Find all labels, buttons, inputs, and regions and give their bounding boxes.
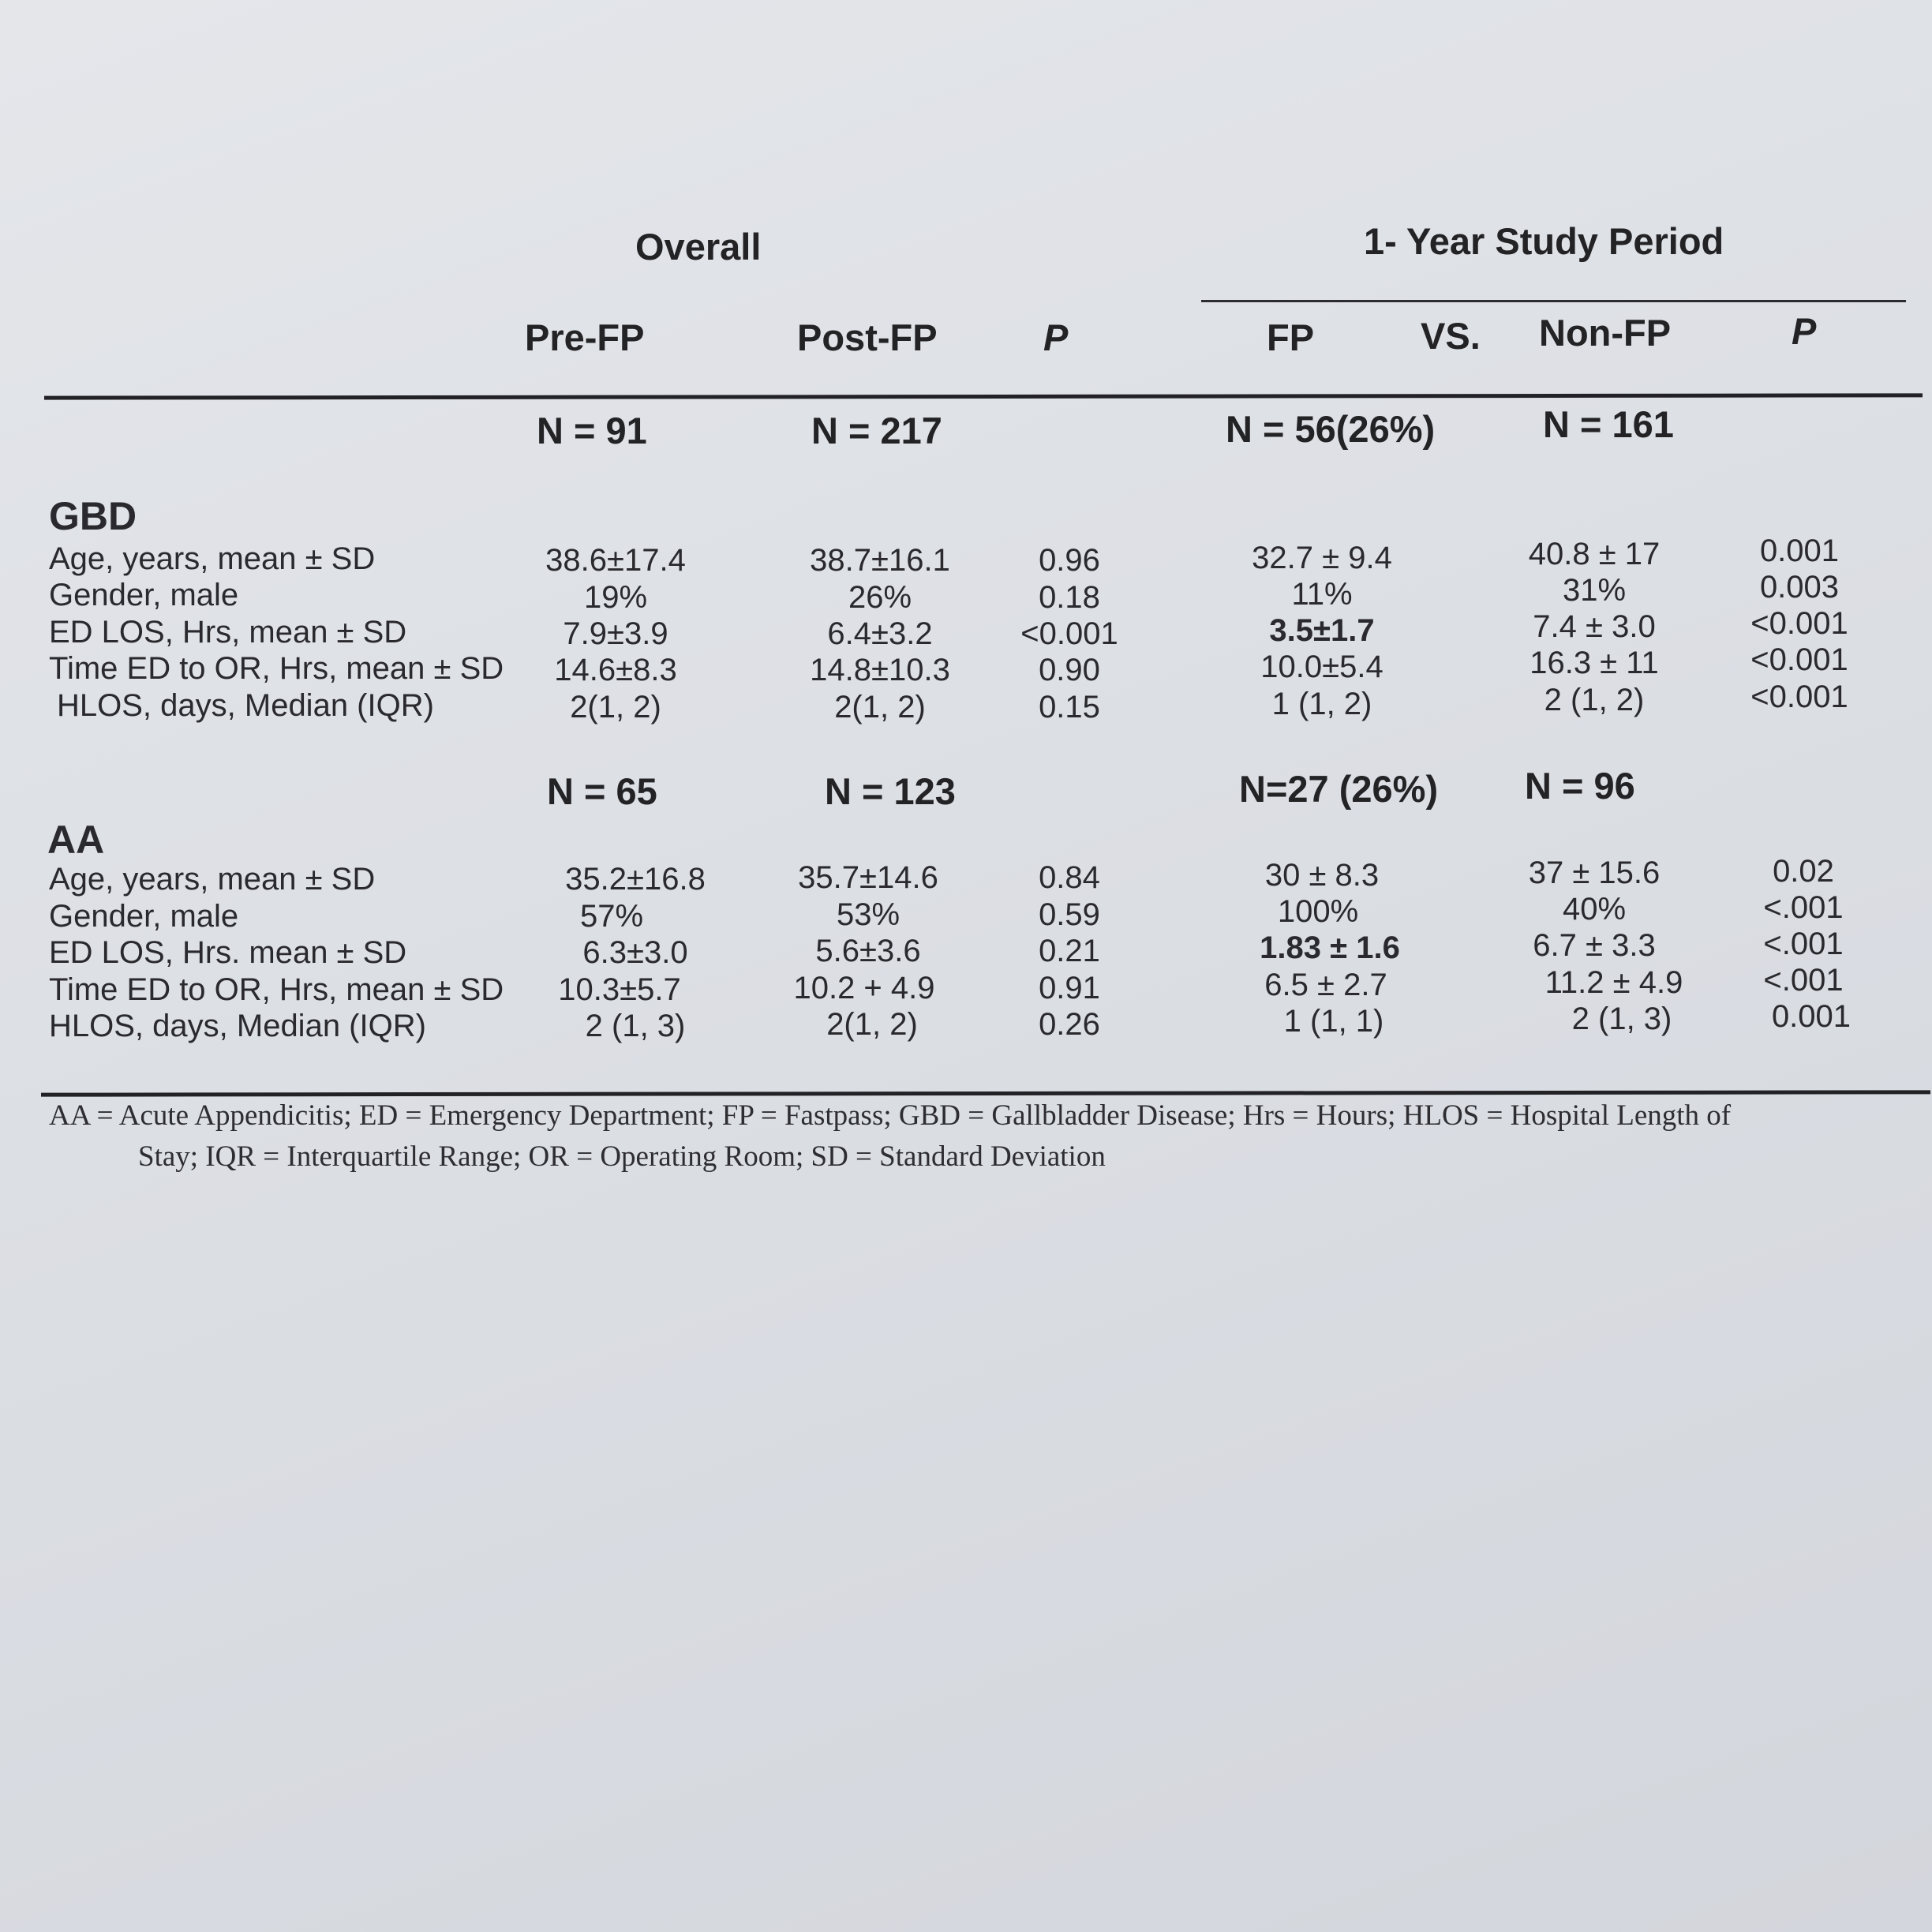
col-header-pre-fp: Pre-FP <box>525 316 645 358</box>
aa-cell-pre: 2 (1, 3) <box>585 1009 686 1043</box>
gbd-cell-pre: 38.6±17.4 <box>545 543 686 578</box>
aa-cell-pre: 35.2±16.8 <box>565 862 706 897</box>
aa-cell-post: 2(1, 2) <box>826 1007 918 1042</box>
aa-row-label: Time ED to OR, Hrs, mean ± SD <box>49 972 504 1007</box>
gbd-row-label: Time ED to OR, Hrs, mean ± SD <box>49 651 504 686</box>
aa-cell-fp: 30 ± 8.3 <box>1264 858 1380 893</box>
gbd-cell-nonfp: 31% <box>1562 573 1627 608</box>
gbd-n-nonfp: N = 161 <box>1543 403 1674 445</box>
gbd-cell-nonfp: 40.8 ± 17 <box>1528 537 1661 571</box>
aa-cell-p-overall: 0.91 <box>1039 971 1100 1005</box>
gbd-n-post: N = 217 <box>811 410 942 451</box>
gbd-row-label: HLOS, days, Median (IQR) <box>57 688 434 723</box>
aa-n-post: N = 123 <box>825 770 956 812</box>
aa-cell-pre: 10.3±5.7 <box>558 972 681 1007</box>
gbd-cell-p-study: 0.003 <box>1759 570 1840 605</box>
aa-cell-post: 35.7±14.6 <box>798 860 938 895</box>
col-header-vs: VS. <box>1421 315 1481 357</box>
gbd-cell-post: 2(1, 2) <box>834 690 926 724</box>
aa-cell-post: 5.6±3.6 <box>815 934 921 968</box>
aa-cell-nonfp: 11.2 ± 4.9 <box>1544 965 1683 1000</box>
aa-cell-fp: 6.5 ± 2.7 <box>1264 968 1387 1002</box>
gbd-cell-p-overall: 0.18 <box>1039 580 1100 615</box>
gbd-cell-fp: 3.5±1.7 <box>1269 613 1375 648</box>
study-period-underline <box>1201 300 1906 302</box>
col-header-p-study: P <box>1792 310 1817 352</box>
col-header-post-fp: Post-FP <box>797 316 938 358</box>
gbd-cell-pre: 7.9±3.9 <box>563 616 668 651</box>
aa-cell-nonfp: 40% <box>1562 892 1627 927</box>
gbd-cell-post: 14.8±10.3 <box>810 653 950 687</box>
gbd-row-label: ED LOS, Hrs, mean ± SD <box>49 615 407 650</box>
aa-n-fp: N=27 (26%) <box>1239 768 1439 810</box>
col-header-fp: FP <box>1267 316 1315 358</box>
gbd-cell-fp: 1 (1, 2) <box>1271 687 1372 721</box>
gbd-cell-p-overall: <0.001 <box>1020 616 1118 651</box>
aa-row-label: Age, years, mean ± SD <box>49 862 376 897</box>
gbd-section-title: GBD <box>49 494 137 538</box>
footnote-line-1: AA = Acute Appendicitis; ED = Emergency Department; FP = Fastpass; GBD = Gallbladder Disease; Hrs = Hours; HLOS = Hospital Length of <box>49 1099 1732 1132</box>
footnote-line-2: Stay; IQR = Interquartile Range; OR = Operating Room; SD = Standard Deviation <box>138 1140 1106 1173</box>
study-period-heading: 1- Year Study Period <box>1364 220 1724 262</box>
aa-n-nonfp: N = 96 <box>1525 765 1635 807</box>
aa-cell-p-overall: 0.26 <box>1039 1007 1100 1042</box>
gbd-cell-p-overall: 0.15 <box>1039 690 1100 724</box>
aa-n-pre: N = 65 <box>547 770 657 812</box>
aa-cell-nonfp: 2 (1, 3) <box>1571 1002 1672 1036</box>
aa-row-label: ED LOS, Hrs. mean ± SD <box>49 935 407 970</box>
col-header-p-overall: P <box>1043 316 1069 358</box>
aa-row-label: HLOS, days, Median (IQR) <box>49 1009 426 1043</box>
gbd-n-pre: N = 91 <box>537 410 647 451</box>
gbd-cell-fp: 32.7 ± 9.4 <box>1252 541 1392 575</box>
bottom-rule <box>41 1090 1930 1096</box>
gbd-cell-p-overall: 0.96 <box>1039 543 1100 578</box>
aa-cell-pre: 57% <box>579 899 644 934</box>
gbd-cell-nonfp: 16.3 ± 11 <box>1530 646 1659 680</box>
gbd-cell-pre: 14.6±8.3 <box>554 653 677 687</box>
aa-cell-p-overall: 0.21 <box>1039 934 1100 968</box>
gbd-cell-nonfp: 2 (1, 2) <box>1544 683 1645 717</box>
gbd-cell-post: 38.7±16.1 <box>810 543 950 578</box>
aa-cell-p-study: <.001 <box>1763 890 1844 925</box>
aa-row-label: Gender, male <box>49 899 239 934</box>
gbd-row-label: Age, years, mean ± SD <box>49 541 376 576</box>
aa-cell-post: 10.2 + 4.9 <box>793 971 935 1005</box>
aa-cell-p-study: <.001 <box>1763 927 1844 961</box>
gbd-cell-p-study: <0.001 <box>1750 606 1848 641</box>
aa-cell-fp: 1 (1, 1) <box>1283 1004 1384 1039</box>
gbd-cell-pre: 2(1, 2) <box>570 690 661 724</box>
aa-cell-p-overall: 0.59 <box>1039 897 1100 932</box>
aa-cell-fp: 100% <box>1277 894 1359 929</box>
gbd-cell-nonfp: 7.4 ± 3.0 <box>1533 609 1656 644</box>
gbd-cell-fp: 11% <box>1291 577 1353 612</box>
gbd-cell-post: 26% <box>848 580 912 615</box>
gbd-n-fp: N = 56(26%) <box>1226 408 1436 450</box>
gbd-cell-p-overall: 0.90 <box>1039 653 1100 687</box>
header-rule <box>44 393 1923 399</box>
gbd-cell-p-study: <0.001 <box>1750 642 1848 677</box>
gbd-row-label: Gender, male <box>49 578 239 612</box>
gbd-cell-pre: 19% <box>583 580 648 615</box>
gbd-cell-p-study: 0.001 <box>1759 534 1840 568</box>
aa-cell-nonfp: 37 ± 15.6 <box>1528 856 1661 890</box>
col-header-non-fp: Non-FP <box>1539 312 1672 354</box>
gbd-cell-post: 6.4±3.2 <box>827 616 933 651</box>
aa-cell-pre: 6.3±3.0 <box>582 935 688 970</box>
aa-cell-p-overall: 0.84 <box>1039 860 1100 895</box>
aa-cell-fp: 1.83 ± 1.6 <box>1260 930 1400 965</box>
aa-cell-p-study: <.001 <box>1763 963 1844 998</box>
aa-cell-nonfp: 6.7 ± 3.3 <box>1533 928 1656 963</box>
gbd-cell-p-study: <0.001 <box>1750 680 1848 714</box>
gbd-cell-fp: 10.0±5.4 <box>1260 650 1383 684</box>
aa-section-title: AA <box>47 818 105 862</box>
aa-cell-post: 53% <box>836 897 900 932</box>
overall-heading: Overall <box>635 226 762 268</box>
aa-cell-p-study: 0.02 <box>1773 854 1834 889</box>
aa-cell-p-study: 0.001 <box>1771 999 1852 1034</box>
